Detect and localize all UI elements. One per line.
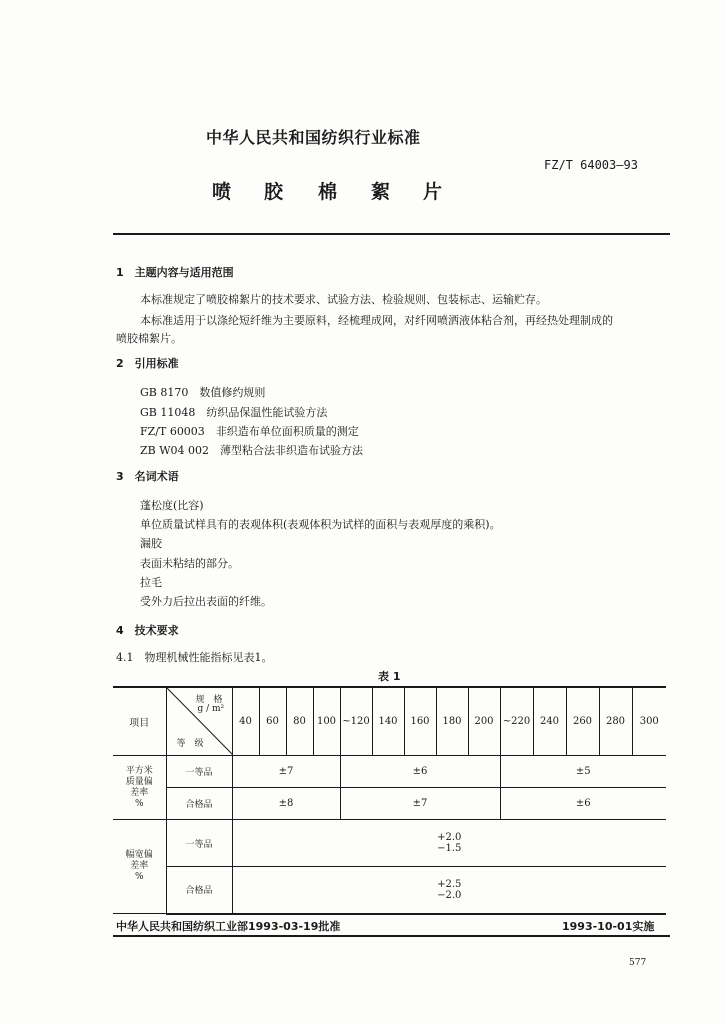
title-char: 絮 [371, 181, 391, 203]
spec-cell: 280 [599, 687, 632, 756]
section-3-heading: 3 名词术语 [116, 470, 179, 483]
reference-item: GB 11048 纺织品保温性能试验方法 [140, 406, 328, 419]
item-header [113, 687, 166, 756]
section-1-para-2: 本标准适用于以涤纶短纤维为主要原料，经梳理成网，对纤网喷洒液体粘合剂，再经热处理制成的 [140, 314, 613, 327]
value-cell: ±6 [500, 788, 666, 820]
spec-cell: 180 [436, 687, 468, 756]
value-cell: ±7 [232, 756, 340, 788]
header-rule [113, 233, 670, 235]
title-char: 片 [423, 181, 443, 203]
mass-deviation-label [113, 756, 166, 820]
spec-cell: 160 [404, 687, 436, 756]
value-line: −2.0 [437, 889, 462, 901]
value-line: −1.5 [437, 843, 462, 854]
grade-label: 等 级 [176, 739, 204, 749]
value-cell: ±8 [232, 788, 340, 820]
spec-cell: 40 [232, 687, 259, 756]
reference-item: FZ/T 60003 非织造布单位面积质量的测定 [140, 425, 359, 438]
label-line: 幅宽偏 [125, 850, 153, 860]
label-line: % [134, 798, 144, 809]
section-2-heading: 2 引用标准 [116, 357, 179, 370]
spec-cell: 140 [372, 687, 404, 756]
approval-text: 中华人民共和国纺织工业部1993-03-19批准 [116, 920, 341, 933]
reference-item: ZB W04 002 薄型粘合法非织造布试验方法 [140, 444, 364, 457]
reference-item: GB 8170 数值修约规则 [140, 386, 266, 399]
section-1-para-1: 本标准规定了喷胶棉絮片的技术要求、试验方法、检验规则、包装标志、运输贮存。 [140, 293, 547, 306]
label-line: 差率 [130, 861, 149, 871]
spec-table [113, 686, 666, 915]
term-line: 表面未粘结的部分。 [140, 557, 239, 570]
title-char: 棉 [318, 181, 338, 203]
spec-cell: 240 [533, 687, 566, 756]
title-char: 喷 [212, 181, 232, 203]
title-char: 胶 [264, 181, 284, 203]
term-line: 蓬松度(比容) [140, 499, 204, 512]
item-label: 项目 [129, 718, 150, 729]
value-line: +2.0 [437, 832, 462, 843]
standard-number: FZ/T 64003—93 [544, 158, 638, 172]
section-1-heading: 1 主题内容与适用范围 [116, 266, 234, 279]
section-4-heading: 4 技术要求 [116, 624, 179, 637]
org-title: 中华人民共和国纺织行业标准 [206, 128, 421, 147]
term-line: 受外力后拉出表面的纤维。 [140, 595, 272, 608]
spec-label: 规 格 [195, 695, 223, 705]
spec-cell: 260 [566, 687, 599, 756]
table-caption: 表 1 [378, 670, 401, 683]
page-number: 577 [629, 958, 647, 968]
label-line: 质量偏 [125, 776, 153, 787]
term-line: 拉毛 [140, 576, 162, 589]
spec-cell: 60 [259, 687, 286, 756]
grade-first: 一等品 [166, 820, 232, 867]
value-line: +2.5 [437, 878, 462, 890]
term-line: 单位质量试样具有的表观体积(表观体积为试样的面积与表观厚度的乘积)。 [140, 518, 501, 531]
value-cell: ±6 [340, 756, 500, 788]
unit-label: g / m² [197, 704, 225, 714]
spec-cell: 300 [632, 687, 666, 756]
label-line: 差率 [130, 787, 149, 798]
spec-cell: ~220 [500, 687, 533, 756]
corner-header [166, 687, 232, 756]
label-line: % [134, 872, 144, 882]
value-cell [232, 820, 666, 867]
implementation-date: 1993-10-01实施 [562, 920, 655, 933]
subsection-4-1: 4.1 物理机械性能指标见表1。 [116, 651, 273, 664]
spec-cell: 80 [286, 687, 313, 756]
grade-first: 一等品 [166, 756, 232, 788]
value-cell [232, 867, 666, 914]
width-deviation-label [113, 820, 166, 914]
value-cell: ±5 [500, 756, 666, 788]
term-line: 漏胶 [140, 537, 162, 550]
value-cell: ±7 [340, 788, 500, 820]
grade-qualified: 合格品 [166, 788, 232, 820]
label-line: 平方米 [125, 765, 153, 776]
footer-rule [113, 935, 670, 937]
section-1-para-2-cont: 喷胶棉絮片。 [116, 332, 182, 345]
spec-cell: ~120 [340, 687, 372, 756]
spec-cell: 100 [313, 687, 340, 756]
spec-cell: 200 [468, 687, 500, 756]
grade-qualified: 合格品 [166, 867, 232, 914]
